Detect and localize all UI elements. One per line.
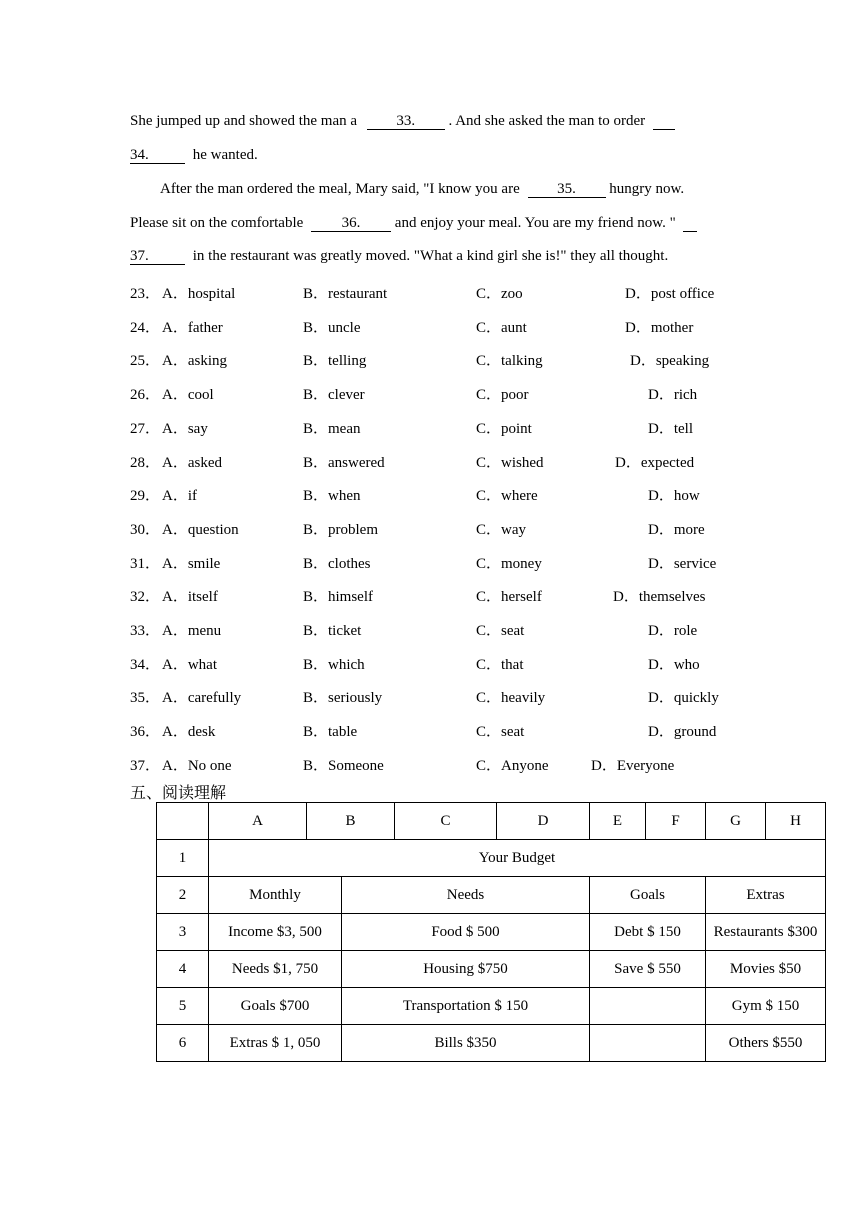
cell-needs[interactable]: Transportation $ 150 bbox=[342, 988, 590, 1025]
question-number: 26． bbox=[130, 387, 161, 404]
blank-34[interactable]: 34. bbox=[130, 148, 185, 164]
option-a[interactable]: A．menu bbox=[162, 623, 222, 639]
option-d[interactable]: D．themselves bbox=[613, 589, 706, 606]
question-number: 30． bbox=[130, 521, 161, 538]
option-d[interactable]: D．Everyone bbox=[591, 757, 675, 774]
option-a[interactable]: A．asked bbox=[162, 454, 222, 471]
option-d[interactable]: D．how bbox=[648, 488, 700, 505]
cell-extras[interactable]: Gym $ 150 bbox=[706, 988, 826, 1025]
option-c[interactable]: C．zoo bbox=[476, 286, 523, 302]
cell-extras[interactable]: Restaurants $300 bbox=[706, 914, 826, 951]
blank-36[interactable]: 36. bbox=[311, 216, 391, 232]
row-number: 6 bbox=[157, 1025, 209, 1062]
option-a[interactable]: A．asking bbox=[162, 353, 227, 370]
option-b[interactable]: B．Someone bbox=[303, 757, 384, 774]
column-header-g[interactable]: G bbox=[706, 803, 766, 840]
table-row bbox=[157, 988, 826, 1025]
question-number: 24． bbox=[130, 319, 161, 336]
passage-line-2 bbox=[130, 147, 258, 164]
budget-table bbox=[156, 802, 826, 1062]
table-row bbox=[157, 951, 826, 988]
question-number: 25． bbox=[130, 353, 161, 370]
question-number: 35． bbox=[130, 690, 161, 707]
passage-text: Please sit on the comfortable bbox=[130, 215, 304, 231]
option-b[interactable]: B．which bbox=[303, 656, 365, 673]
option-d[interactable]: D．speaking bbox=[630, 353, 710, 370]
question-number: 37． bbox=[130, 757, 161, 774]
cell-monthly[interactable]: Goals $700 bbox=[209, 988, 342, 1025]
option-d[interactable]: D．who bbox=[648, 656, 700, 673]
passage-line-5 bbox=[130, 248, 668, 265]
option-c[interactable]: C．that bbox=[476, 656, 524, 673]
passage-text: . And she asked the man to order bbox=[448, 113, 646, 129]
option-d[interactable]: D．tell bbox=[648, 420, 693, 437]
option-b[interactable]: B．clothes bbox=[303, 555, 371, 572]
option-d[interactable]: D．expected bbox=[615, 454, 695, 471]
option-b[interactable]: B．telling bbox=[303, 353, 367, 370]
option-a[interactable]: A．desk bbox=[162, 724, 216, 741]
option-b[interactable]: B．ticket bbox=[303, 623, 362, 639]
column-header-h[interactable]: H bbox=[766, 803, 826, 840]
option-c[interactable]: C．talking bbox=[476, 353, 543, 370]
option-a[interactable]: A．question bbox=[162, 521, 239, 538]
option-c[interactable]: C．herself bbox=[476, 589, 542, 606]
budget-title[interactable]: Your Budget bbox=[209, 840, 826, 877]
passage-line-4 bbox=[130, 215, 697, 232]
cell-monthly[interactable]: Needs $1, 750 bbox=[209, 951, 342, 988]
option-b[interactable]: B．problem bbox=[303, 521, 378, 538]
cell-extras[interactable]: Extras bbox=[706, 877, 826, 914]
option-b[interactable]: B．seriously bbox=[303, 690, 383, 707]
cell-extras[interactable]: Movies $50 bbox=[706, 951, 826, 988]
blank-34-start bbox=[653, 114, 675, 130]
option-c[interactable]: C．point bbox=[476, 420, 532, 437]
table-row bbox=[157, 840, 826, 877]
passage-line-1 bbox=[130, 113, 675, 130]
option-d[interactable]: D．post office bbox=[625, 286, 715, 302]
cell-goals[interactable]: Goals bbox=[590, 877, 706, 914]
cell-monthly[interactable]: Income $3, 500 bbox=[209, 914, 342, 951]
question-number: 36． bbox=[130, 724, 161, 741]
question-number: 28． bbox=[130, 454, 161, 471]
option-a[interactable]: A．No one bbox=[162, 757, 232, 774]
passage-text: and enjoy your meal. You are my friend now. " bbox=[394, 215, 676, 231]
passage-line-3 bbox=[160, 181, 684, 198]
blank-33[interactable]: 33. bbox=[367, 114, 445, 130]
option-c[interactable]: C．Anyone bbox=[476, 757, 549, 774]
table-row bbox=[157, 914, 826, 951]
passage-text: She jumped up and showed the man a bbox=[130, 113, 358, 129]
option-c[interactable]: C．seat bbox=[476, 623, 525, 639]
column-header-row bbox=[157, 803, 826, 840]
row-number: 4 bbox=[157, 951, 209, 988]
question-number: 31． bbox=[130, 555, 161, 572]
cell-needs[interactable]: Needs bbox=[342, 877, 590, 914]
option-c[interactable]: C．poor bbox=[476, 387, 529, 404]
option-d[interactable]: D．service bbox=[648, 555, 717, 572]
option-b[interactable]: B．mean bbox=[303, 420, 361, 437]
option-d[interactable]: D．mother bbox=[625, 319, 694, 336]
option-b[interactable]: B．clever bbox=[303, 387, 365, 404]
column-header-e[interactable]: E bbox=[590, 803, 646, 840]
table-row bbox=[157, 1025, 826, 1062]
option-c[interactable]: C．seat bbox=[476, 724, 525, 741]
question-number: 34． bbox=[130, 656, 161, 673]
cell-needs[interactable]: Housing $750 bbox=[342, 951, 590, 988]
corner-cell bbox=[157, 803, 209, 840]
passage-text: After the man ordered the meal, Mary said, "I know you are bbox=[160, 181, 520, 197]
option-b[interactable]: B．restaurant bbox=[303, 286, 388, 302]
column-header-f[interactable]: F bbox=[646, 803, 706, 840]
option-b[interactable]: B．himself bbox=[303, 589, 373, 606]
option-a[interactable]: A．hospital bbox=[162, 286, 236, 302]
option-c[interactable]: C．aunt bbox=[476, 319, 527, 336]
blank-37-start bbox=[683, 216, 697, 232]
cell-goals[interactable] bbox=[590, 988, 706, 1025]
option-a[interactable]: A．say bbox=[162, 420, 208, 437]
question-number: 33． bbox=[130, 623, 161, 639]
option-b[interactable]: B．table bbox=[303, 724, 358, 741]
option-c[interactable]: C．wished bbox=[476, 454, 544, 471]
option-d[interactable]: D．quickly bbox=[648, 690, 719, 707]
column-header-b[interactable]: B bbox=[307, 803, 395, 840]
cell-monthly[interactable]: Monthly bbox=[209, 877, 342, 914]
option-c[interactable]: C．way bbox=[476, 521, 526, 538]
table-row bbox=[157, 877, 826, 914]
cell-monthly[interactable]: Extras $ 1, 050 bbox=[209, 1025, 342, 1062]
option-c[interactable]: C．where bbox=[476, 488, 538, 505]
option-d[interactable]: D．rich bbox=[648, 387, 698, 404]
column-header-d[interactable]: D bbox=[497, 803, 590, 840]
option-a[interactable]: A．itself bbox=[162, 589, 218, 606]
question-number: 29． bbox=[130, 488, 161, 505]
row-number: 1 bbox=[157, 840, 209, 877]
option-a[interactable]: A．smile bbox=[162, 555, 221, 572]
option-b[interactable]: B．when bbox=[303, 488, 361, 505]
option-a[interactable]: A．cool bbox=[162, 387, 214, 404]
cell-needs[interactable]: Bills $350 bbox=[342, 1025, 590, 1062]
option-d[interactable]: D．ground bbox=[648, 724, 717, 741]
option-a[interactable]: A．what bbox=[162, 656, 217, 673]
question-number: 27． bbox=[130, 420, 161, 437]
section-title: 五、阅读理解 bbox=[130, 783, 227, 802]
cell-goals[interactable]: Save $ 550 bbox=[590, 951, 706, 988]
cell-goals[interactable]: Debt $ 150 bbox=[590, 914, 706, 951]
blank-37[interactable]: 37. bbox=[130, 249, 185, 265]
cell-extras[interactable]: Others $550 bbox=[706, 1025, 826, 1062]
option-c[interactable]: C．money bbox=[476, 555, 542, 572]
option-b[interactable]: B．answered bbox=[303, 454, 385, 471]
column-header-a[interactable]: A bbox=[209, 803, 307, 840]
question-number: 32． bbox=[130, 589, 161, 606]
option-d[interactable]: D．role bbox=[648, 623, 698, 639]
row-number: 5 bbox=[157, 988, 209, 1025]
row-number: 3 bbox=[157, 914, 209, 951]
passage-text: in the restaurant was greatly moved. "What a kind girl she is!" they all thought. bbox=[192, 248, 669, 264]
column-header-c[interactable]: C bbox=[395, 803, 497, 840]
option-a[interactable]: A．carefully bbox=[162, 690, 242, 707]
passage-text: hungry now. bbox=[609, 181, 685, 197]
option-b[interactable]: B．uncle bbox=[303, 319, 361, 336]
blank-35[interactable]: 35. bbox=[528, 182, 606, 198]
row-number: 2 bbox=[157, 877, 209, 914]
option-a[interactable]: A．father bbox=[162, 319, 223, 336]
option-a[interactable]: A．if bbox=[162, 488, 197, 505]
option-d[interactable]: D．more bbox=[648, 521, 705, 538]
cell-needs[interactable]: Food $ 500 bbox=[342, 914, 590, 951]
option-c[interactable]: C．heavily bbox=[476, 690, 546, 707]
question-number: 23． bbox=[130, 286, 161, 302]
passage-text: he wanted. bbox=[192, 147, 258, 163]
cell-goals[interactable] bbox=[590, 1025, 706, 1062]
